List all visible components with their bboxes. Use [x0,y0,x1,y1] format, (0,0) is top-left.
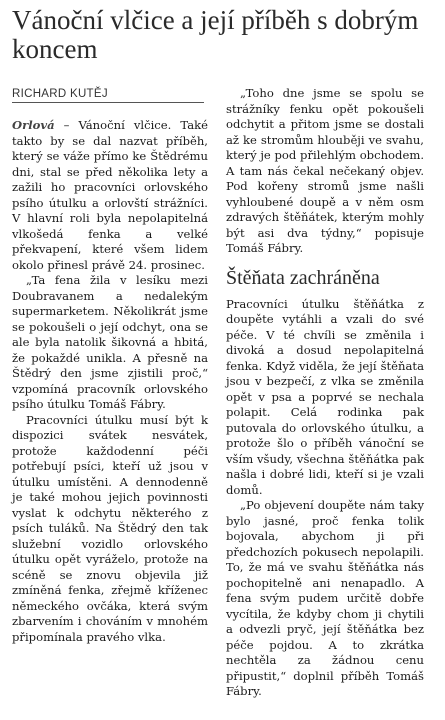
lead-paragraph [12,118,208,273]
column-right [226,86,424,700]
subheading: Štěňata zachráněna [226,266,380,289]
dateline-location: Orlová [12,118,55,132]
column-left [12,118,208,645]
paragraph-4: „Toho dne jsme se spolu se strážníky fenku opět pokoušeli odchytit a přitom jsme se dostali až ke stromům hlouběji ve svahu, který je pod přilehlým obchodem. A tam nás čekal nečekaný objev. Pod kořeny stromů jsme našli vyhloubené doupě a v něm osm zdravých štěňátek, kterým mohly být asi dva týdny,“ popisuje Tomáš Fábry. [226,86,424,255]
paragraph-6: „Po objevení doupěte nám taky bylo jasné, proč fenka tolik bojovala, abychom ji při předchozích pokusech nepolapili. To, že má ve svahu štěňátka nás pochopitelně ani nenapadlo. A fena svým pudem určitě dobře vycítila, že kdyby chom ji chytili a odvezli pryč, její štěňátka bez péče pojdou. A to zkrátka nechtěla za žádnou cenu připustit,“ doplnil příběh Tomáš Fábry. [226,498,424,698]
paragraph-2: „Ta fena žila v lesíku mezi Doubravanem a nedalekým supermarketem. Několikrát jsme se pokoušeli o její odchyt, ona se ale byla natolik šikovná a hbitá, že pokaždé unikla. A přesně na Štědrý den jsme zjistili proč,“ vzpomíná pracovník orlovského psího útulku Tomáš Fábry. [12,273,208,411]
paragraph-3: Pracovníci útulku musí být k dispozici svátek nesvátek, protože každodenní péči potřebují psíci, kteří už jsou v útulku umístěni. A dennodenně je také mohou jejich povinnosti vyslat k odchytu některého z psích tuláků. Na Štědrý den tak služební vozidlo orlovského útulku opět vyráželo, protože na scéně se znovu objevila již zmíněná fenka, zřejmě kříženec německého ovčáka, která svým zbarvením i chováním v mnohém připomínala pravého vlka. [12,412,208,644]
lead-text: – Vánoční vlčice. Také takto by se dal nazvat příběh, který se váže přímo ke Štědrému dni, stal se před několika lety a zažili ho pracovníci orlovského psího útulku a orlovští strážníci. V hlavní roli byla nepolapitelná vlkošedá fenka a velké překvapení, které všem lidem okolo přinesl právě 24. prosinec. [12,118,208,272]
paragraph-5: Pracovníci útulku štěňátka z doupěte vytáhli a vzali do své péče. V té chvíli se změnila i divoká a dosud nepolapitelná fenka. Když viděla, že její štěňata jsou v bezpečí, z vlka se změnila opět v psa a poprvé se nechala polapit. Celá rodinka pak putovala do orlovského útulku, a protože šlo o příběh vánoční se vším všudy, všechna štěňátka pak našla i dobré lidi, kteří si je vzali domů. [226,296,424,497]
article-title: Vánoční vlčice a její příběh s dobrým koncem [12,5,419,64]
byline: RICHARD KUTĚJ [12,88,204,103]
